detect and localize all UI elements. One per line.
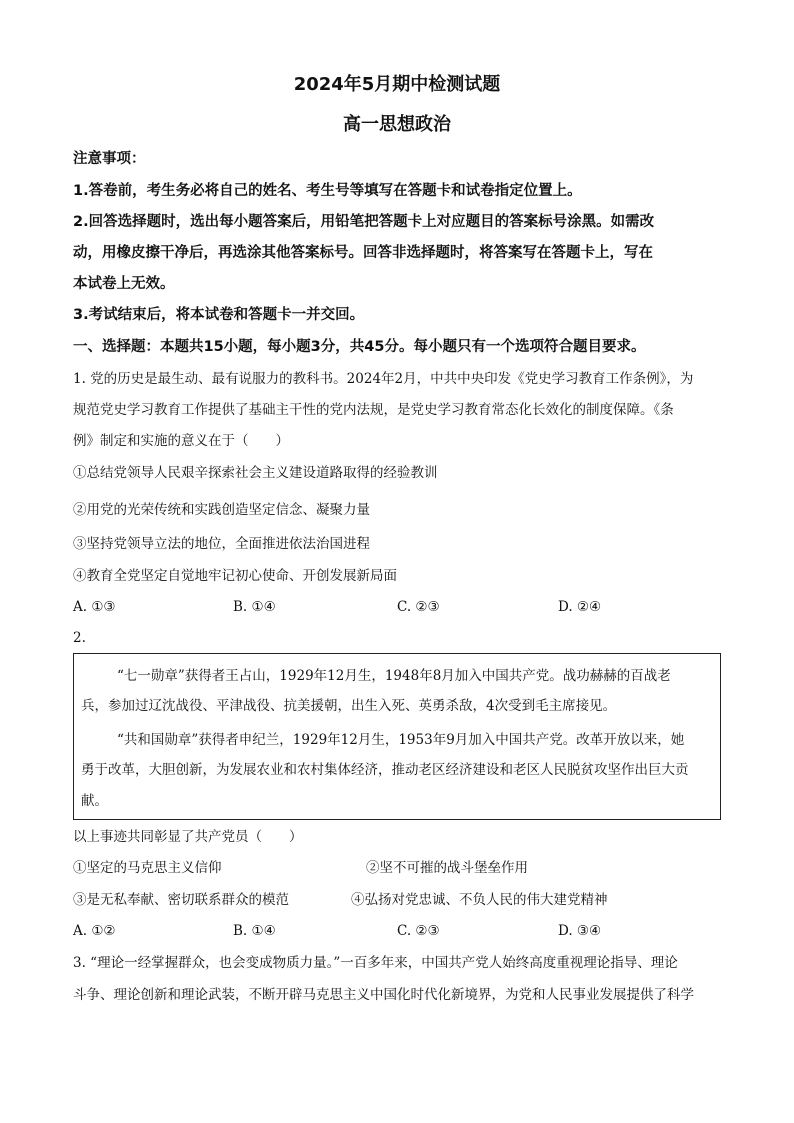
q1-option-b: B. ①④ [233,599,276,615]
q1-item: ②用党的光荣传统和实践创造坚定信念、凝聚力量 [73,502,370,518]
notice-heading: 注意事项： [73,151,146,167]
notice-line: 3.考试结束后，将本试卷和答题卡一并交回。 [73,307,365,323]
notice-line: 本试卷上无效。 [73,276,175,292]
q2-option-b: B. ①④ [233,923,276,939]
page-subtitle: 高一思想政治 [343,114,451,135]
q2-option-d: D. ③④ [558,923,602,939]
q2-material-line: “七一勋章”获得者王占山，1929年12月生，1948年8月加入中国共产党。战功赫赫的百战老 [117,668,671,684]
notice-line: 动，用橡皮擦干净后，再选涂其他答案标号。回答非选择题时，将答案写在答题卡上，写在 [73,245,653,261]
q3-stem: 斗争、理论创新和理论武装，不断开辟马克思主义中国化时代化新境界，为党和人民事业发展提供了科学 [73,987,694,1003]
q2-item: ④弘扬对党忠诚、不负人民的伟大建党精神 [351,892,608,908]
q1-stem: 1. 党的历史是最生动、最有说服力的教科书。2024年2月，中共中央印发《党史学习教育工作条例》，为 [73,371,694,387]
q1-stem: 例》制定和实施的意义在于（ ） [73,433,289,449]
q2-material-line: “共和国勋章”获得者申纪兰，1929年12月生，1953年9月加入中国共产党。改革开放以来，她 [117,732,685,748]
q2-item: ①坚定的马克思主义信仰 [73,860,222,876]
q1-item: ①总结党领导人民艰辛探索社会主义建设道路取得的经验教训 [73,465,438,481]
section-heading: 一、选择题：本题共15小题，每小题3分，共45分。每小题只有一个选项符合题目要求。 [73,339,646,355]
q3-stem: 3. “理论一经掌握群众，也会变成物质力量。”一百多年来，中国共产党人始终高度重视理论指导、理论 [73,955,678,971]
q2-item: ③是无私奉献、密切联系群众的模范 [73,892,289,908]
q1-option-c: C. ②③ [397,599,440,615]
q1-item: ③坚持党领导立法的地位，全面推进依法治国进程 [73,536,370,552]
page-title: 2024年5月期中检测试题 [293,74,501,95]
q2-option-a: A. ①② [73,923,116,939]
q2-material-line: 兵，参加过辽沈战役、平津战役、抗美援朝，出生入死、英勇杀敌，4次受到毛主席接见。 [81,698,617,714]
q2-material-line: 勇于改革，大胆创新，为发展农业和农村集体经济，推动老区经济建设和老区人民脱贫攻坚作出巨大贡 [81,762,689,778]
q1-option-d: D. ②④ [558,599,602,615]
q2-number: 2. [73,630,86,646]
notice-line: 2.回答选择题时，选出每小题答案后，用铅笔把答题卡上对应题目的答案标号涂黑。如需改 [73,214,655,230]
q1-stem: 规范党史学习教育工作提供了基础主干性的党内法规，是党史学习教育常态化长效化的制度保障。《条 [73,402,674,418]
q2-stem: 以上事迹共同彰显了共产党员（ ） [73,829,303,845]
q1-item: ④教育全党坚定自觉地牢记初心使命、开创发展新局面 [73,568,397,584]
notice-line: 1.答卷前，考生务必将自己的姓名、考生号等填写在答题卡和试卷指定位置上。 [73,183,582,199]
q1-option-a: A. ①③ [73,599,116,615]
q2-option-c: C. ②③ [397,923,440,939]
q2-item: ②坚不可摧的战斗堡垒作用 [366,860,528,876]
q2-material-line: 献。 [81,793,108,809]
